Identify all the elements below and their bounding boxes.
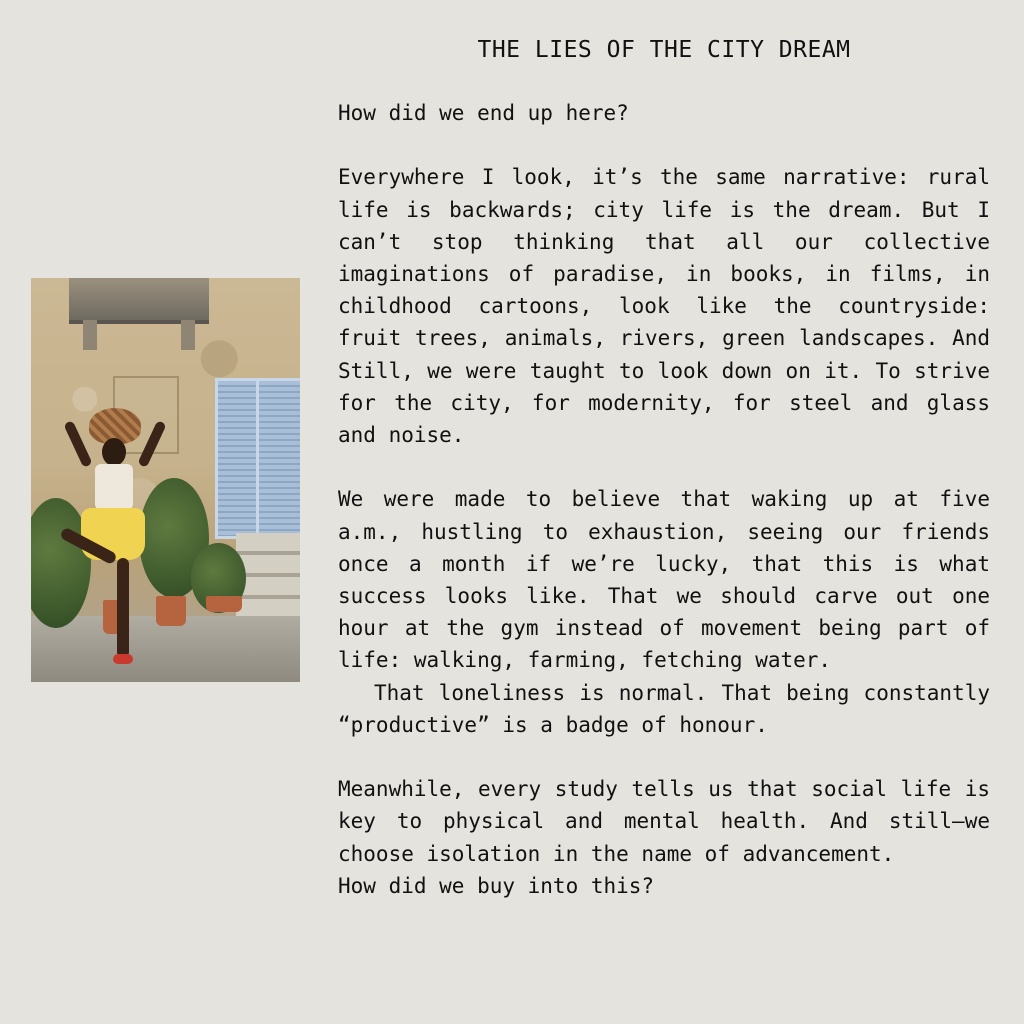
- paragraph: We were made to believe that waking up at five a.m., hustling to exhaustion, seeing our friends once a month if we’re lucky, that this is what success looks like. That we should carve out one hour at the gym instead of movement being part of life: walking, farming, fetching water.: [338, 487, 990, 673]
- red-shoe: [113, 654, 133, 664]
- photo-shutter: [215, 378, 300, 539]
- page-title: THE LIES OF THE CITY DREAM: [477, 37, 851, 63]
- paragraph: Everywhere I look, it’s the same narrative: rural life is backwards; city life is the dream. But I can’t stop thinking that all our collective imaginations of paradise, in books, in films, in childhood cartoons, look like the countryside: fruit trees, animals, rivers, green landscapes. And Still, we were taught to look down on it. To strive for the city, for modernity, for steel and glass and noise.: [338, 165, 990, 448]
- photo-balcony: [69, 278, 209, 324]
- intro-paragraph: How did we end up here?: [338, 101, 629, 125]
- paragraph: That loneliness is normal. That being constantly “productive” is a badge of honour.: [338, 680, 990, 737]
- person-balancing-basket-photo: [71, 408, 171, 678]
- photo: [31, 278, 300, 682]
- closing-question: How did we buy into this?: [338, 873, 655, 898]
- article-body: [338, 97, 990, 902]
- photo-pot: [206, 596, 242, 612]
- paragraph: Meanwhile, every study tells us that social life is key to physical and mental health. And still—we choose isolation in the name of advancement.: [338, 777, 990, 866]
